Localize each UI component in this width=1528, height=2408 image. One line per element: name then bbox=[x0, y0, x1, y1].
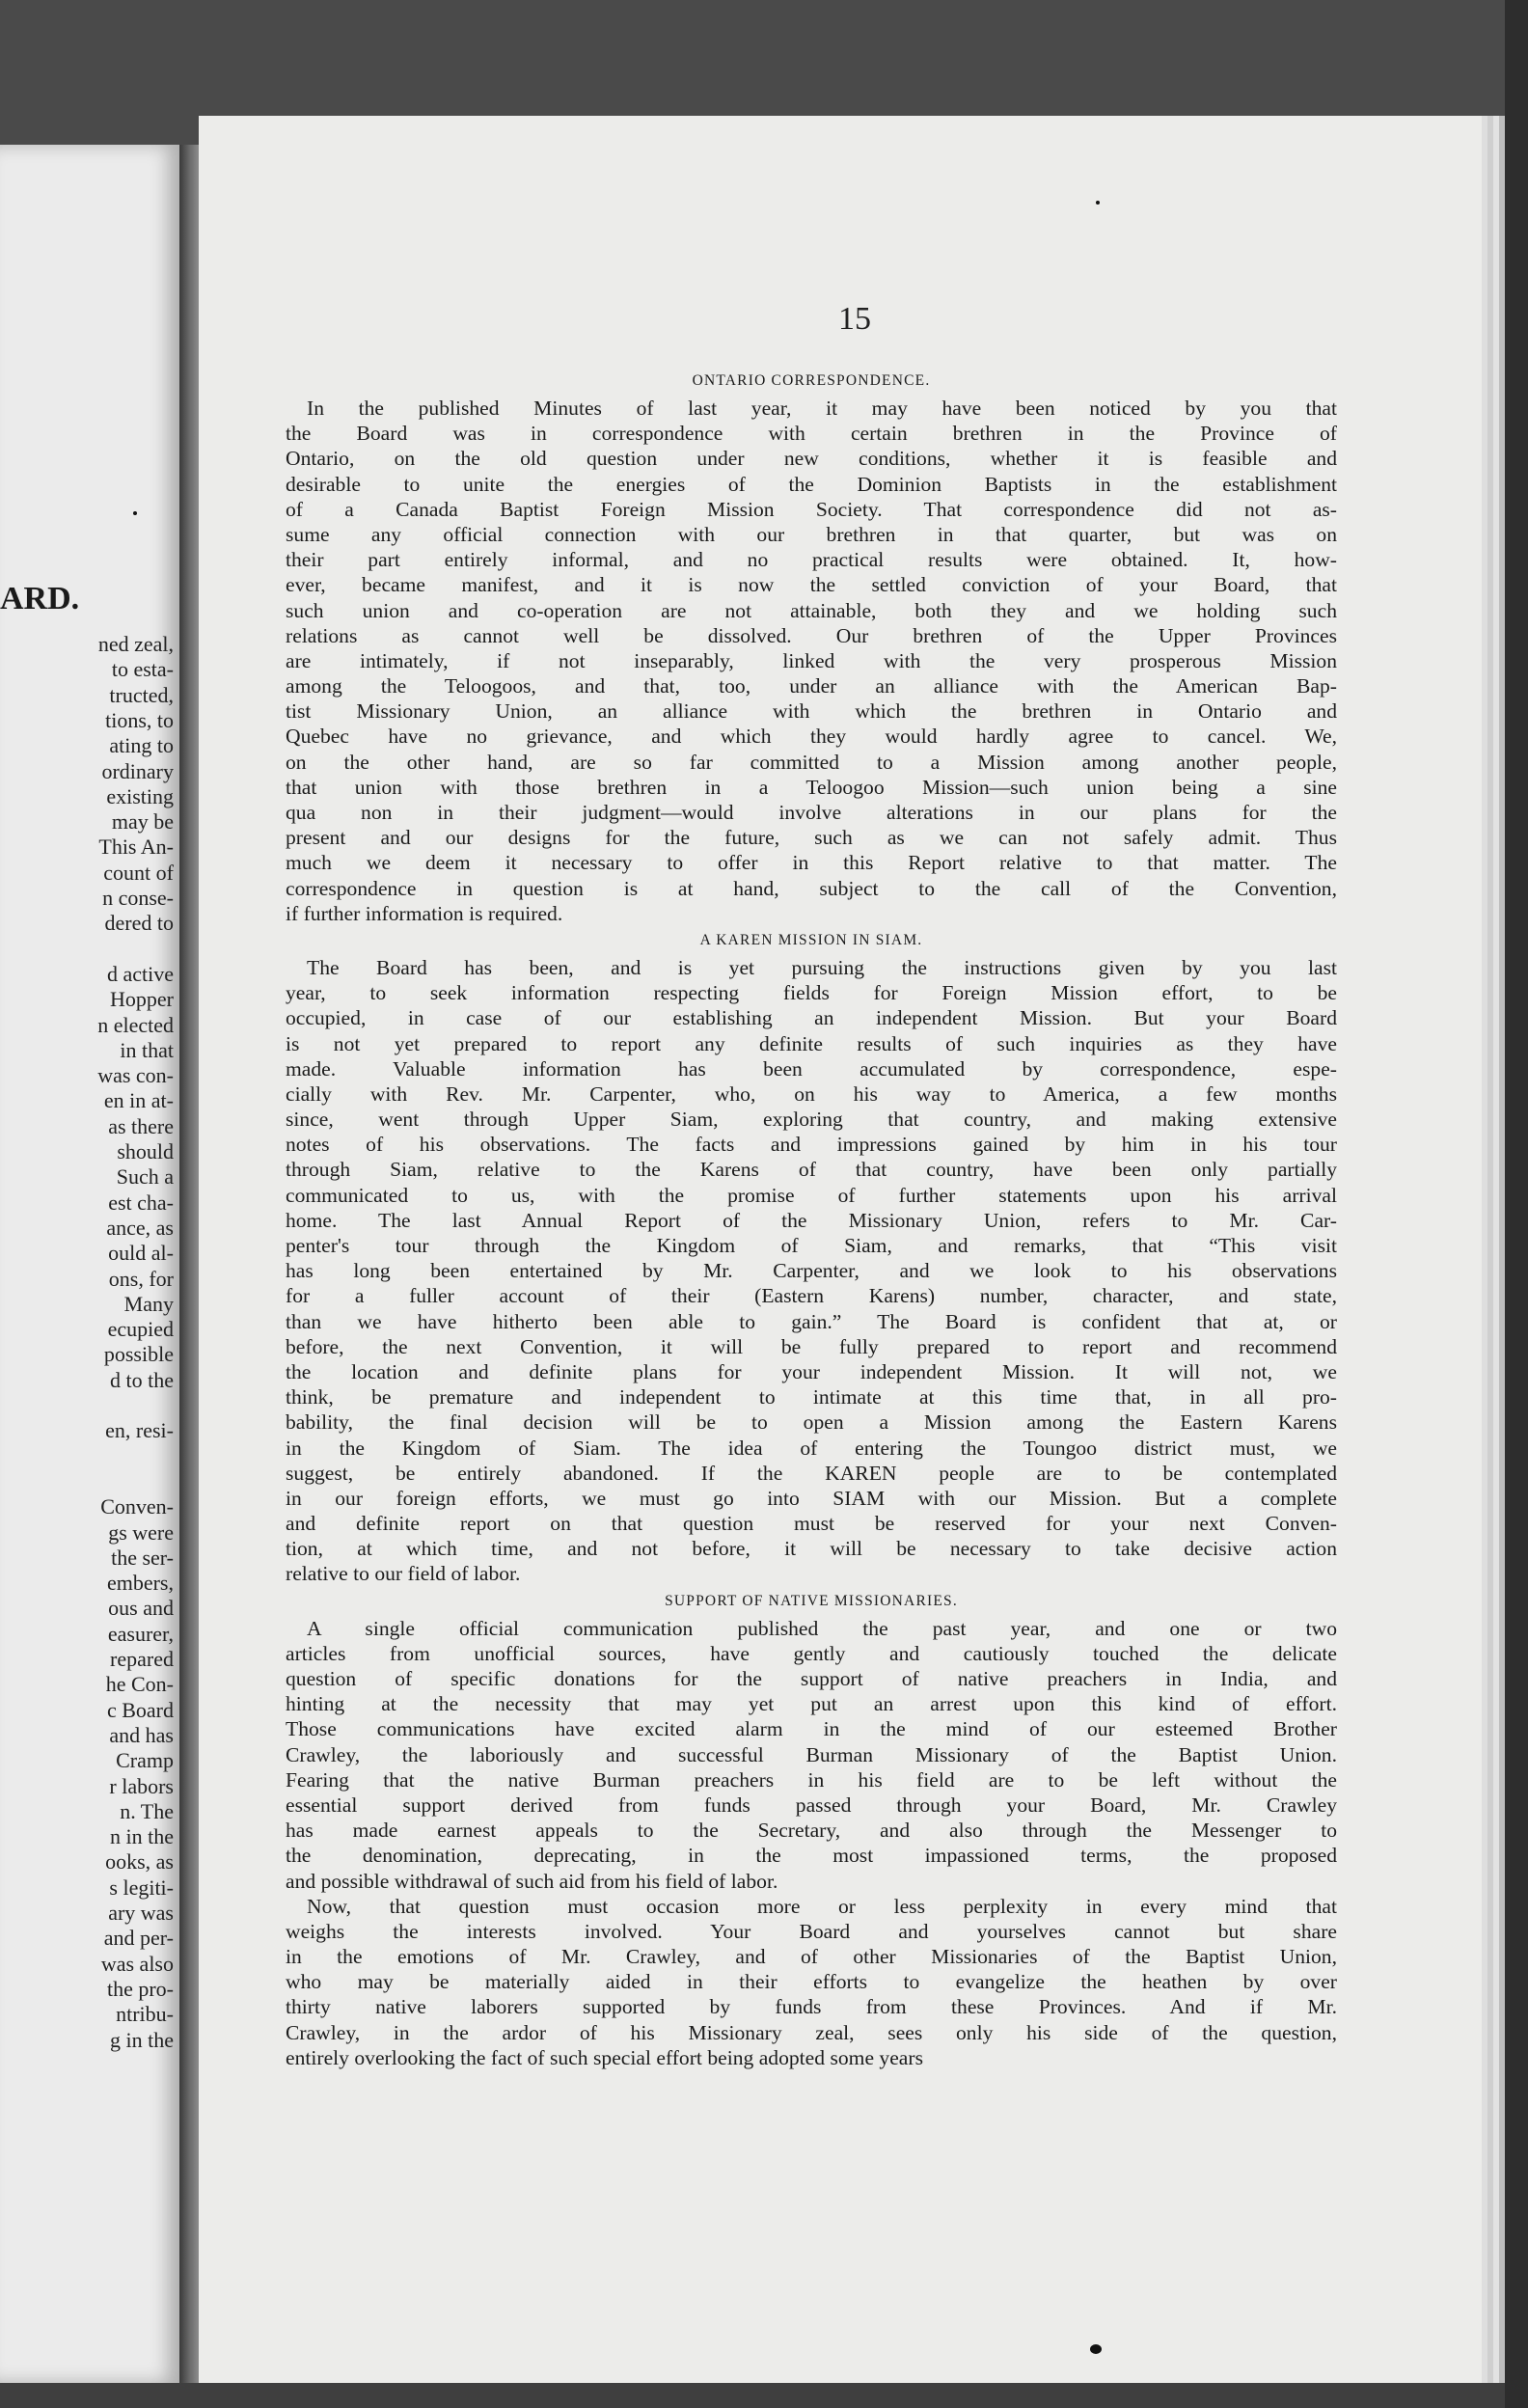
text-line: are intimately, if not inseparably, linked with the very prosperous Mission bbox=[286, 648, 1337, 672]
text-line: suggest, be entirely abandoned. If the KAREN people are to be contemplated bbox=[286, 1461, 1337, 1485]
left-page-line: Conven- bbox=[100, 1494, 174, 1519]
text-line: relations as cannot well be dissolved. Our brethren of the Upper Provinces bbox=[286, 623, 1337, 647]
left-page-line: easurer, bbox=[107, 1621, 174, 1646]
left-page-line: and per- bbox=[103, 1926, 174, 1951]
text-line: articles from unofficial sources, have gently and cautiously touched the delicate bbox=[286, 1641, 1337, 1665]
left-page-line: en, resi- bbox=[105, 1418, 174, 1443]
text-line: has long been entertained by Mr. Carpenter, and we look to his observations bbox=[286, 1259, 1337, 1283]
text-line: notes of his observations. The facts and impressions gained by him in his tour bbox=[286, 1133, 1337, 1157]
paragraph bbox=[286, 1894, 1337, 2070]
left-page-line: ned zeal, bbox=[97, 632, 174, 656]
paragraph bbox=[286, 1616, 1337, 1894]
left-page-line: ary was bbox=[108, 1901, 174, 1925]
text-line: Crawley, in the ardor of his Missionary zeal, sees only his side of the question, bbox=[286, 2020, 1337, 2044]
left-page-line: Cramp bbox=[116, 1748, 174, 1773]
left-page-line: as there bbox=[108, 1113, 174, 1138]
left-page-line: ecupied bbox=[107, 1317, 174, 1342]
text-line: the location and definite plans for your independent Mission. It will not, we bbox=[286, 1359, 1337, 1383]
section-title: ONTARIO CORRESPONDENCE. bbox=[692, 372, 931, 389]
left-page-line: n conse- bbox=[102, 886, 174, 910]
text-line: the Board was in correspondence with certain brethren in the Province of bbox=[286, 422, 1337, 446]
left-page-line: c Board bbox=[106, 1697, 174, 1722]
text-line: and possible withdrawal of such aid from his field of labor. bbox=[286, 1869, 778, 1893]
text-line: if further information is required. bbox=[286, 901, 563, 925]
text-line: for a fuller account of their (Eastern Karens) number, character, and state, bbox=[286, 1284, 1337, 1308]
left-page-line: n in the bbox=[110, 1824, 174, 1849]
text-line: in the emotions of Mr. Crawley, and of other Missionaries of the Baptist Union, bbox=[286, 1945, 1337, 1969]
left-page-line: n elected bbox=[97, 1012, 174, 1037]
text-line: desirable to unite the energies of the Dominion Baptists in the establishment bbox=[286, 472, 1337, 496]
left-page-line: was also bbox=[100, 1951, 174, 1976]
text-line: Those communications have excited alarm in the mind of our esteemed Brother bbox=[286, 1717, 1337, 1741]
background-right bbox=[1505, 0, 1528, 2408]
text-line: made. Valuable information has been accumulated by correspondence, espe- bbox=[286, 1056, 1337, 1081]
left-page-line: Many bbox=[123, 1291, 174, 1316]
left-page-line: tructed, bbox=[109, 682, 174, 707]
text-line: communicated to us, with the promise of further statements upon his arrival bbox=[286, 1183, 1337, 1207]
section-title: SUPPORT OF NATIVE MISSIONARIES. bbox=[665, 1592, 958, 1609]
text-line: of a Canada Baptist Foreign Mission Society. That correspondence did not as- bbox=[286, 497, 1337, 521]
left-page-line: dered to bbox=[104, 911, 174, 936]
left-heading-text: ARD. bbox=[0, 581, 80, 616]
page-number: 15 bbox=[838, 301, 871, 337]
left-page-line: en in at- bbox=[103, 1088, 174, 1113]
text-line: penter's tour through the Kingdom of Siam, and remarks, that “This visit bbox=[286, 1234, 1337, 1257]
ink-speck bbox=[133, 511, 137, 515]
left-page-line: existing bbox=[106, 783, 174, 808]
text-line: cially with Rev. Mr. Carpenter, who, on his way to America, a few months bbox=[286, 1081, 1337, 1106]
text-line: through Siam, relative to the Karens of that country, have been only partially bbox=[286, 1158, 1337, 1182]
left-page-line: he Con- bbox=[105, 1672, 174, 1697]
text-line: question of specific donations for the support of native preachers in India, and bbox=[286, 1667, 1337, 1690]
text-line: than we have hitherto been able to gain.” The Board is confident that at, or bbox=[286, 1309, 1337, 1333]
text-line: ever, became manifest, and it is now the settled conviction of your Board, that bbox=[286, 573, 1337, 597]
text-line: bability, the final decision will be to open a Mission among the Eastern Karens bbox=[286, 1410, 1337, 1435]
text-line: thirty native laborers supported by funds from these Provinces. And if Mr. bbox=[286, 1995, 1337, 2019]
left-page-line: may be bbox=[111, 809, 174, 835]
text-line: on the other hand, are so far committed to a Mission among another people, bbox=[286, 750, 1337, 774]
text-line: present and our designs for the future, such as we can not safely admit. Thus bbox=[286, 826, 1337, 850]
left-page-line: embers, bbox=[106, 1571, 174, 1596]
main-page bbox=[199, 116, 1482, 2383]
paragraph bbox=[286, 396, 1337, 926]
text-line: correspondence in question is at hand, subject to the call of the Convention, bbox=[286, 876, 1337, 900]
left-page-heading bbox=[0, 581, 181, 617]
text-line: In the published Minutes of last year, it may have been noticed by you that bbox=[307, 397, 1337, 420]
text-line: qua non in their judgment—would involve alterations in our plans for the bbox=[286, 801, 1337, 824]
left-page-line: possible bbox=[103, 1342, 174, 1367]
text-line: Fearing that the native Burman preachers in his field are to be left without the bbox=[286, 1767, 1337, 1792]
text-line: A single official communication published the past year, and one or two bbox=[307, 1616, 1337, 1640]
left-page-line: d active bbox=[106, 961, 174, 986]
left-page-line: the ser- bbox=[111, 1545, 174, 1570]
left-page-line: g in the bbox=[110, 2027, 174, 2052]
left-page-line: ordinary bbox=[101, 758, 174, 783]
left-page-line: ooks, as bbox=[105, 1849, 174, 1874]
text-line: year, to seek information respecting fields for Foreign Mission effort, to be bbox=[286, 981, 1337, 1005]
left-page-line: n. The bbox=[120, 1798, 174, 1823]
text-line: Crawley, the laboriously and successful Burman Missionary of the Baptist Union. bbox=[286, 1742, 1337, 1766]
text-line: essential support derived from funds passed through your Board, Mr. Crawley bbox=[286, 1792, 1337, 1817]
text-line: tion, at which time, and not before, it will be necessary to take decisive action bbox=[286, 1537, 1337, 1561]
text-line: Ontario, on the old question under new conditions, whether it is feasible and bbox=[286, 447, 1337, 471]
left-page-line: the pro- bbox=[106, 1976, 174, 2001]
left-page-line: ating to bbox=[109, 733, 174, 758]
text-line: the denomination, deprecating, in the most impassioned terms, the proposed bbox=[286, 1844, 1337, 1868]
text-line: and definite report on that question must be reserved for your next Conven- bbox=[286, 1512, 1337, 1536]
left-page-line: tions, to bbox=[105, 707, 174, 732]
adjacent-left-page bbox=[0, 145, 181, 2383]
ink-speck bbox=[1090, 2344, 1102, 2354]
left-page-line: to esta- bbox=[111, 657, 174, 682]
text-line: such union and co-operation are not attainable, both they and we holding such bbox=[286, 598, 1337, 622]
text-line: in the Kingdom of Siam. The idea of entering the Toungoo district must, we bbox=[286, 1436, 1337, 1460]
left-page-line: d to the bbox=[110, 1367, 174, 1392]
text-line: who may be materially aided in their efforts to evangelize the heathen by over bbox=[286, 1970, 1337, 1994]
left-page-line: ons, for bbox=[108, 1266, 174, 1291]
left-page-line: est cha- bbox=[108, 1190, 174, 1215]
text-line: weighs the interests involved. Your Board and yourselves cannot but share bbox=[286, 1919, 1337, 1943]
text-line: sume any official connection with our brethren in that quarter, but was on bbox=[286, 522, 1337, 546]
text-line: occupied, in case of our establishing an independent Mission. But your Board bbox=[286, 1006, 1337, 1030]
left-page-line: ould al- bbox=[108, 1241, 174, 1266]
text-line: relative to our field of labor. bbox=[286, 1562, 521, 1586]
ink-speck bbox=[1096, 201, 1100, 205]
text-line: Quebec have no grievance, and which they would hardly agree to cancel. We, bbox=[286, 725, 1337, 749]
text-line: much we deem it necessary to offer in this Report relative to that matter. The bbox=[286, 851, 1337, 875]
left-page-line: and has bbox=[109, 1722, 174, 1747]
left-page-line: in that bbox=[120, 1037, 174, 1062]
text-line: entirely overlooking the fact of such special effort being adopted some years bbox=[286, 2045, 923, 2069]
text-line: tist Missionary Union, an alliance with which the brethren in Ontario and bbox=[286, 699, 1337, 724]
left-page-line: gs were bbox=[108, 1519, 174, 1545]
left-page-line: ance, as bbox=[106, 1215, 174, 1240]
left-page-line: repared bbox=[110, 1647, 174, 1671]
left-page-line: ntribu- bbox=[116, 2002, 174, 2027]
text-line: is not yet prepared to report any definite results of such inquiries as they have bbox=[286, 1031, 1337, 1055]
text-line: think, be premature and independent to intimate at this time that, in all pro- bbox=[286, 1385, 1337, 1409]
left-page-line: ous and bbox=[108, 1596, 174, 1621]
text-line: that union with those brethren in a Teloogoo Mission—such union being a sine bbox=[286, 775, 1337, 799]
text-line: Now, that question must occasion more or less perplexity in every mind that bbox=[307, 1894, 1337, 1918]
left-page-line: r labors bbox=[109, 1773, 174, 1798]
text-line: The Board has been, and is yet pursuing the instructions given by you last bbox=[307, 955, 1337, 979]
left-page-line: Hopper bbox=[110, 987, 174, 1012]
left-page-line: s legiti- bbox=[109, 1874, 174, 1900]
section-title: A KAREN MISSION IN SIAM. bbox=[699, 931, 923, 948]
paragraph bbox=[286, 955, 1337, 1587]
text-line: among the Teloogoos, and that, too, under an alliance with the American Bap- bbox=[286, 674, 1337, 698]
page-text-block bbox=[286, 367, 1337, 2070]
left-page-line: should bbox=[117, 1139, 174, 1163]
text-line: home. The last Annual Report of the Missionary Union, refers to Mr. Car- bbox=[286, 1208, 1337, 1232]
left-page-line: This An- bbox=[98, 835, 174, 860]
text-line: since, went through Upper Siam, exploring that country, and making extensive bbox=[286, 1108, 1337, 1132]
text-line: their part entirely informal, and no practical results were obtained. It, how- bbox=[286, 548, 1337, 572]
text-line: has made earnest appeals to the Secretary, and also through the Messenger to bbox=[286, 1819, 1337, 1843]
text-line: in our foreign efforts, we must go into SIAM with our Mission. But a complete bbox=[286, 1486, 1337, 1510]
left-page-line: Such a bbox=[116, 1164, 174, 1190]
text-line: hinting at the necessity that may yet put an arrest upon this kind of effort. bbox=[286, 1692, 1337, 1716]
text-line: before, the next Convention, it will be fully prepared to report and recommend bbox=[286, 1334, 1337, 1358]
left-page-line: was con- bbox=[97, 1063, 174, 1088]
left-page-line: count of bbox=[103, 860, 174, 885]
